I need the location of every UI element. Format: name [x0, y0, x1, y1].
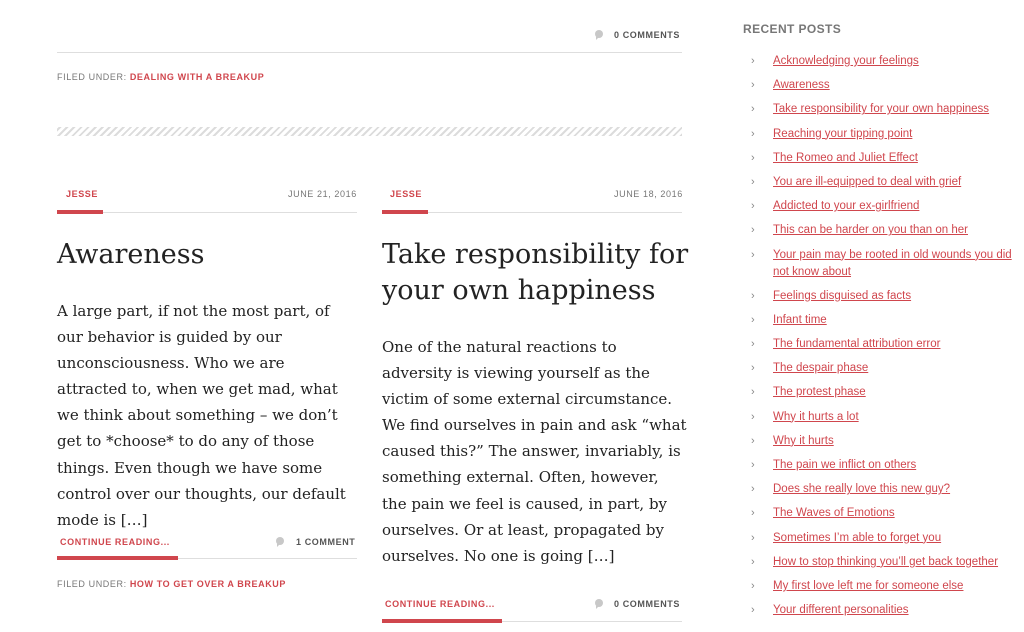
comment-bubble-icon — [595, 599, 603, 607]
recent-post-link[interactable]: Take responsibility for your own happiness — [773, 103, 990, 116]
recent-post-link[interactable]: Feelings disguised as facts — [773, 289, 912, 302]
list-item — [751, 288, 1024, 305]
filed-under — [57, 72, 264, 82]
list-item — [751, 312, 1024, 329]
continue-reading-link[interactable]: CONTINUE READING... — [60, 537, 170, 547]
list-item — [751, 222, 1024, 239]
chevron-right-icon: › — [751, 200, 755, 213]
author-underline — [382, 210, 428, 214]
author-underline — [57, 210, 103, 214]
post-excerpt: One of the natural reactions to adversity is viewing yourself as the victim of some external circumstance. We find ourselves in pain and ask “what caused this?” The answer, invariably, is something external. Often, however, the pain we feel is caused, in part, by ourselves. Or at least, propagated by ourselves. No one is going […] — [382, 338, 687, 565]
list-item — [751, 457, 1024, 474]
recent-post-link[interactable]: The protest phase — [773, 386, 866, 399]
post-date: JUNE 18, 2016 — [614, 189, 683, 199]
list-item — [751, 126, 1024, 143]
chevron-right-icon: › — [751, 103, 755, 116]
recent-post-link[interactable]: This can be harder on you than on her — [773, 224, 968, 237]
continue-reading-link[interactable]: CONTINUE READING... — [385, 599, 495, 609]
list-item — [751, 198, 1024, 215]
list-item — [751, 53, 1024, 70]
filed-under-category-link[interactable]: HOW TO GET OVER A BREAKUP — [129, 579, 287, 589]
chevron-right-icon: › — [751, 289, 755, 302]
recent-post-link[interactable]: Why it hurts — [773, 434, 834, 447]
list-item — [751, 409, 1024, 426]
filed-under-category-link[interactable]: DEALING WITH A BREAKUP — [129, 72, 265, 82]
post-author-link[interactable]: JESSE — [390, 189, 423, 199]
recent-post-link[interactable]: Awareness — [773, 79, 830, 92]
post-comments-link[interactable]: 1 COMMENT — [296, 537, 356, 547]
post-date: JUNE 21, 2016 — [288, 189, 357, 199]
chevron-right-icon: › — [751, 579, 755, 592]
list-item — [751, 505, 1024, 522]
list-item — [751, 384, 1024, 401]
filed-under — [57, 579, 286, 589]
hatched-separator — [57, 127, 682, 136]
chevron-right-icon: › — [751, 410, 755, 423]
recent-post-link[interactable]: How to stop thinking you’ll get back together — [773, 555, 999, 568]
recent-post-link[interactable]: Acknowledging your feelings — [773, 55, 919, 67]
divider — [103, 212, 357, 213]
divider — [502, 621, 682, 622]
chevron-right-icon: › — [751, 459, 755, 471]
list-item — [751, 530, 1024, 547]
list-item — [751, 481, 1024, 498]
recent-post-link[interactable]: You are ill-equipped to deal with grief — [773, 175, 962, 188]
divider — [428, 212, 682, 213]
list-item — [751, 247, 1024, 281]
chevron-right-icon: › — [751, 483, 755, 496]
chevron-right-icon: › — [751, 507, 755, 520]
divider — [57, 52, 682, 53]
comment-bubble-icon — [595, 30, 603, 38]
chevron-right-icon: › — [751, 386, 755, 399]
recent-post-link[interactable]: The Waves of Emotions — [773, 507, 895, 520]
recent-post-link[interactable]: Your different personalities — [773, 604, 909, 617]
continue-underline — [57, 556, 178, 560]
top-post-comments-link[interactable]: 0 COMMENTS — [614, 30, 681, 40]
list-item — [751, 602, 1024, 619]
post-excerpt: A large part, if not the most part, of our behavior is guided by our unconsciousness. Who we are attracted to, when we get mad, what we think about something – we don’t get to *choose* to do any of those things. Even though we have some control over our thoughts, our default mode is […] — [57, 302, 346, 529]
chevron-right-icon: › — [751, 175, 755, 188]
filed-under-label: FILED UNDER: — [57, 72, 127, 82]
recent-post-link[interactable]: Addicted to your ex-girlfriend — [773, 200, 920, 213]
list-item — [751, 554, 1024, 571]
chevron-right-icon: › — [751, 151, 755, 164]
chevron-right-icon: › — [751, 224, 755, 237]
comment-bubble-icon — [276, 537, 284, 545]
post-title-link[interactable]: Take responsibility for your own happiness — [382, 239, 689, 306]
recent-post-link[interactable]: Why it hurts a lot — [773, 410, 859, 423]
list-item — [751, 433, 1024, 450]
sidebar-title: RECENT POSTS — [743, 22, 842, 36]
list-item — [751, 360, 1024, 377]
post-author-link[interactable]: JESSE — [66, 189, 99, 199]
recent-post-link[interactable]: Does she really love this new guy? — [773, 483, 951, 496]
chevron-right-icon: › — [751, 79, 755, 92]
chevron-right-icon: › — [751, 55, 755, 67]
recent-post-link[interactable]: The despair phase — [773, 362, 869, 375]
chevron-right-icon: › — [751, 338, 755, 351]
list-item — [751, 101, 1024, 118]
recent-post-link[interactable]: The Romeo and Juliet Effect — [773, 151, 918, 164]
list-item — [751, 77, 1024, 94]
recent-post-link[interactable]: My first love left me for someone else — [773, 579, 964, 592]
divider — [178, 558, 357, 559]
recent-post-link[interactable]: The pain we inflict on others — [773, 459, 917, 471]
chevron-right-icon: › — [751, 313, 755, 326]
recent-post-link[interactable]: Reaching your tipping point — [773, 127, 913, 140]
continue-underline — [382, 619, 502, 623]
post-title-link[interactable]: Awareness — [57, 239, 205, 270]
post-comments-link[interactable]: 0 COMMENTS — [614, 599, 681, 609]
recent-posts-list — [751, 53, 1024, 626]
list-item — [751, 150, 1024, 167]
chevron-right-icon: › — [751, 362, 755, 375]
chevron-right-icon: › — [751, 531, 755, 544]
recent-post-link[interactable]: The fundamental attribution error — [773, 338, 941, 351]
chevron-right-icon: › — [751, 248, 755, 261]
list-item — [751, 174, 1024, 191]
recent-post-link[interactable]: Your pain may be rooted in old wounds you did not know about — [773, 248, 1012, 278]
recent-post-link[interactable]: Infant time — [773, 313, 827, 326]
chevron-right-icon: › — [751, 555, 755, 568]
filed-under-label: FILED UNDER: — [57, 579, 127, 589]
chevron-right-icon: › — [751, 604, 755, 617]
recent-post-link[interactable]: Sometimes I’m able to forget you — [773, 531, 942, 544]
chevron-right-icon: › — [751, 434, 755, 447]
list-item — [751, 578, 1024, 595]
list-item — [751, 336, 1024, 353]
chevron-right-icon: › — [751, 127, 755, 140]
